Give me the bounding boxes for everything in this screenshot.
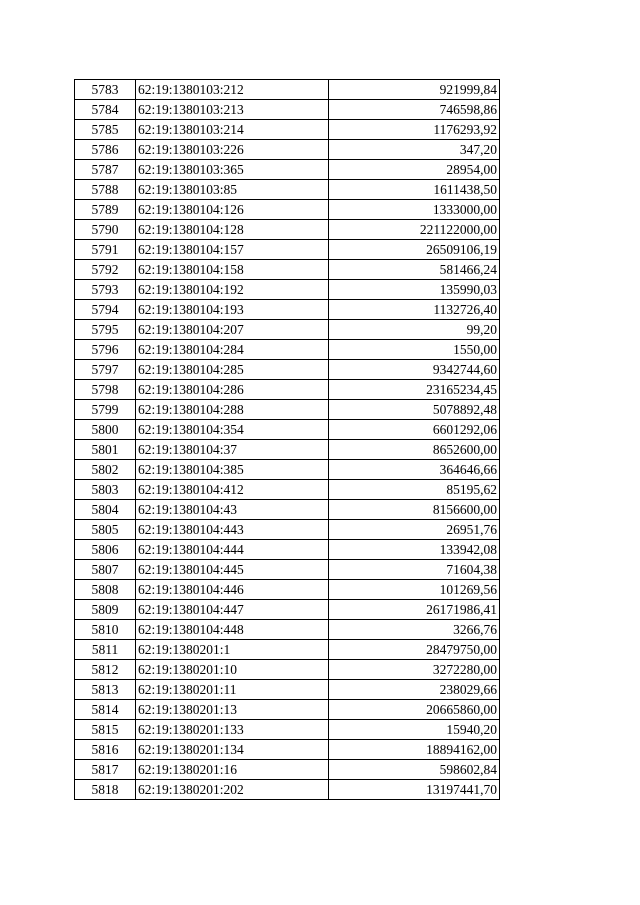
table-row [75,760,500,780]
cadastral-number-cell: 62:19:1380201:1 [136,640,329,660]
table-row [75,700,500,720]
value-cell: 26951,76 [329,520,500,540]
row-number-cell: 5798 [75,380,136,400]
value-cell: 6601292,06 [329,420,500,440]
row-number-cell: 5810 [75,620,136,640]
row-number-cell: 5785 [75,120,136,140]
row-number-cell: 5792 [75,260,136,280]
row-number-cell: 5787 [75,160,136,180]
cadastral-number-cell: 62:19:1380104:284 [136,340,329,360]
cadastral-number-cell: 62:19:1380104:286 [136,380,329,400]
table-row [75,680,500,700]
row-number-cell: 5811 [75,640,136,660]
cadastral-number-cell: 62:19:1380201:10 [136,660,329,680]
row-number-cell: 5784 [75,100,136,120]
row-number-cell: 5801 [75,440,136,460]
cadastral-value-table [74,79,500,800]
cadastral-number-cell: 62:19:1380104:192 [136,280,329,300]
row-number-cell: 5815 [75,720,136,740]
cadastral-number-cell: 62:19:1380201:11 [136,680,329,700]
row-number-cell: 5805 [75,520,136,540]
cadastral-number-cell: 62:19:1380104:446 [136,580,329,600]
value-cell: 221122000,00 [329,220,500,240]
value-cell: 8652600,00 [329,440,500,460]
table-row [75,400,500,420]
row-number-cell: 5786 [75,140,136,160]
cadastral-number-cell: 62:19:1380201:16 [136,760,329,780]
cadastral-number-cell: 62:19:1380103:212 [136,80,329,100]
table-row [75,780,500,800]
row-number-cell: 5813 [75,680,136,700]
cadastral-number-cell: 62:19:1380103:365 [136,160,329,180]
cadastral-number-cell: 62:19:1380104:412 [136,480,329,500]
cadastral-number-cell: 62:19:1380104:448 [136,620,329,640]
row-number-cell: 5802 [75,460,136,480]
row-number-cell: 5793 [75,280,136,300]
table-row [75,320,500,340]
cadastral-number-cell: 62:19:1380103:214 [136,120,329,140]
cadastral-number-cell: 62:19:1380201:202 [136,780,329,800]
value-cell: 238029,66 [329,680,500,700]
cadastral-number-cell: 62:19:1380104:207 [136,320,329,340]
table-row [75,260,500,280]
table-row [75,640,500,660]
value-cell: 598602,84 [329,760,500,780]
row-number-cell: 5817 [75,760,136,780]
row-number-cell: 5790 [75,220,136,240]
value-cell: 99,20 [329,320,500,340]
table-row [75,460,500,480]
value-cell: 71604,38 [329,560,500,580]
value-cell: 13197441,70 [329,780,500,800]
value-cell: 746598,86 [329,100,500,120]
table-row [75,560,500,580]
cadastral-number-cell: 62:19:1380104:385 [136,460,329,480]
cadastral-number-cell: 62:19:1380104:354 [136,420,329,440]
table-row [75,360,500,380]
value-cell: 921999,84 [329,80,500,100]
row-number-cell: 5809 [75,600,136,620]
table-row [75,520,500,540]
value-cell: 23165234,45 [329,380,500,400]
value-cell: 5078892,48 [329,400,500,420]
value-cell: 1611438,50 [329,180,500,200]
table-row [75,600,500,620]
value-cell: 347,20 [329,140,500,160]
row-number-cell: 5806 [75,540,136,560]
table-row [75,580,500,600]
row-number-cell: 5796 [75,340,136,360]
table-row [75,660,500,680]
table-row [75,500,500,520]
cadastral-number-cell: 62:19:1380103:226 [136,140,329,160]
value-cell: 9342744,60 [329,360,500,380]
table-row [75,380,500,400]
row-number-cell: 5795 [75,320,136,340]
value-cell: 101269,56 [329,580,500,600]
table-row [75,100,500,120]
row-number-cell: 5803 [75,480,136,500]
value-cell: 1550,00 [329,340,500,360]
table-row [75,420,500,440]
row-number-cell: 5789 [75,200,136,220]
cadastral-number-cell: 62:19:1380103:213 [136,100,329,120]
table-row [75,280,500,300]
value-cell: 26509106,19 [329,240,500,260]
row-number-cell: 5800 [75,420,136,440]
cadastral-number-cell: 62:19:1380104:443 [136,520,329,540]
row-number-cell: 5818 [75,780,136,800]
row-number-cell: 5816 [75,740,136,760]
value-cell: 1333000,00 [329,200,500,220]
cadastral-number-cell: 62:19:1380201:134 [136,740,329,760]
cadastral-number-cell: 62:19:1380104:445 [136,560,329,580]
table-row [75,160,500,180]
value-cell: 18894162,00 [329,740,500,760]
value-cell: 581466,24 [329,260,500,280]
value-cell: 135990,03 [329,280,500,300]
row-number-cell: 5783 [75,80,136,100]
row-number-cell: 5799 [75,400,136,420]
cadastral-number-cell: 62:19:1380104:447 [136,600,329,620]
value-cell: 133942,08 [329,540,500,560]
value-cell: 85195,62 [329,480,500,500]
table-row [75,80,500,100]
cadastral-number-cell: 62:19:1380201:133 [136,720,329,740]
value-cell: 1132726,40 [329,300,500,320]
table-row [75,240,500,260]
cadastral-number-cell: 62:19:1380104:43 [136,500,329,520]
cadastral-number-cell: 62:19:1380103:85 [136,180,329,200]
row-number-cell: 5791 [75,240,136,260]
row-number-cell: 5807 [75,560,136,580]
row-number-cell: 5808 [75,580,136,600]
value-cell: 3272280,00 [329,660,500,680]
row-number-cell: 5814 [75,700,136,720]
value-cell: 15940,20 [329,720,500,740]
table-row [75,120,500,140]
value-cell: 8156600,00 [329,500,500,520]
value-cell: 3266,76 [329,620,500,640]
cadastral-number-cell: 62:19:1380104:444 [136,540,329,560]
table-row [75,220,500,240]
cadastral-number-cell: 62:19:1380104:285 [136,360,329,380]
row-number-cell: 5794 [75,300,136,320]
row-number-cell: 5804 [75,500,136,520]
table-row [75,140,500,160]
table-body [75,80,500,800]
value-cell: 1176293,92 [329,120,500,140]
table-row [75,440,500,460]
cadastral-number-cell: 62:19:1380104:288 [136,400,329,420]
table-row [75,300,500,320]
cadastral-number-cell: 62:19:1380104:126 [136,200,329,220]
row-number-cell: 5797 [75,360,136,380]
value-cell: 20665860,00 [329,700,500,720]
row-number-cell: 5812 [75,660,136,680]
cadastral-number-cell: 62:19:1380201:13 [136,700,329,720]
cadastral-number-cell: 62:19:1380104:193 [136,300,329,320]
table-row [75,740,500,760]
cadastral-number-cell: 62:19:1380104:128 [136,220,329,240]
table-row [75,180,500,200]
value-cell: 364646,66 [329,460,500,480]
value-cell: 28954,00 [329,160,500,180]
cadastral-number-cell: 62:19:1380104:37 [136,440,329,460]
row-number-cell: 5788 [75,180,136,200]
table-row [75,340,500,360]
table-row [75,200,500,220]
table-row [75,720,500,740]
table-row [75,540,500,560]
value-cell: 26171986,41 [329,600,500,620]
value-cell: 28479750,00 [329,640,500,660]
table-row [75,620,500,640]
cadastral-number-cell: 62:19:1380104:157 [136,240,329,260]
cadastral-number-cell: 62:19:1380104:158 [136,260,329,280]
table-row [75,480,500,500]
